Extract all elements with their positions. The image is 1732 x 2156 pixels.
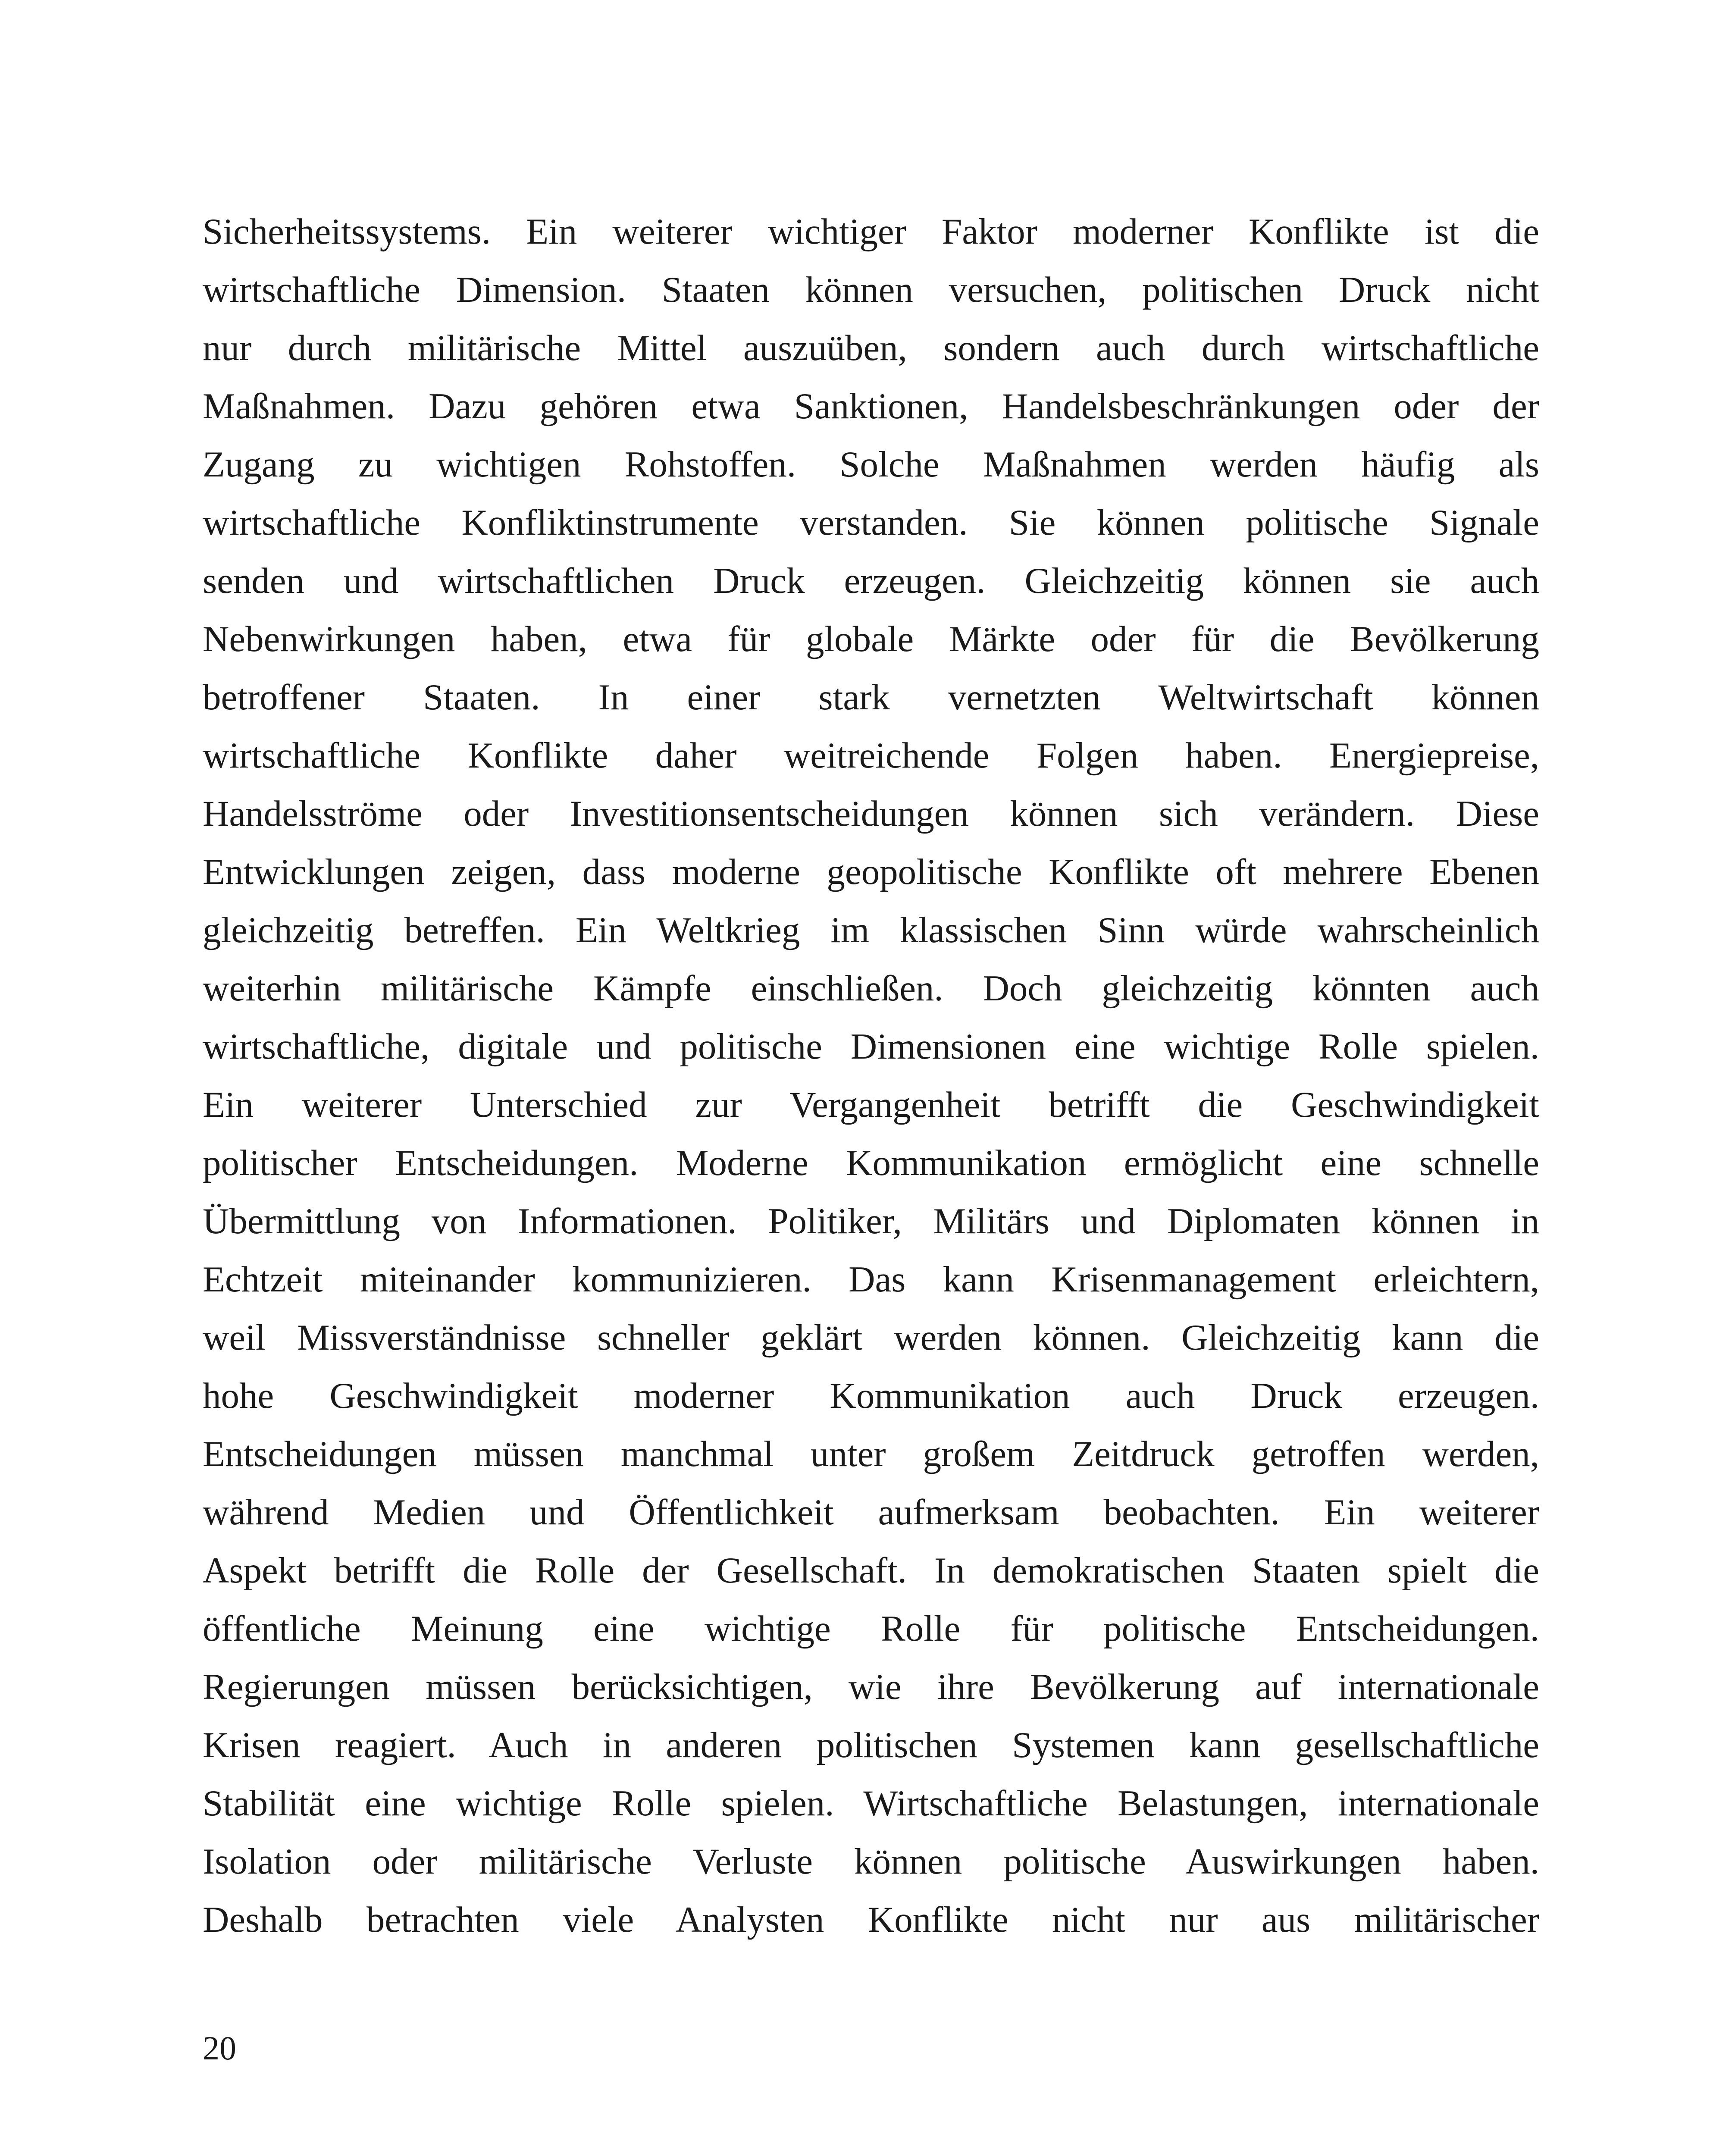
- text-line: Entscheidungen müssen manchmal unter großem Zeitdruck getroffen werden,: [203, 1434, 1539, 1474]
- text-line: Zugang zu wichtigen Rohstoffen. Solche Maßnahmen werden häufig als: [203, 444, 1539, 485]
- text-line: Echtzeit miteinander kommunizieren. Das kann Krisenmanagement erleichtern,: [203, 1259, 1539, 1300]
- text-line: gleichzeitig betreffen. Ein Weltkrieg im klassischen Sinn würde wahrscheinlich: [203, 910, 1539, 950]
- text-line: Stabilität eine wichtige Rolle spielen. Wirtschaftliche Belastungen, internationale: [203, 1783, 1539, 1824]
- text-line: hohe Geschwindigkeit moderner Kommunikation auch Druck erzeugen.: [203, 1376, 1539, 1416]
- text-line: Nebenwirkungen haben, etwa für globale Märkte oder für die Bevölkerung: [203, 619, 1539, 659]
- page-number: 20: [203, 2029, 236, 2067]
- text-line: wirtschaftliche Dimension. Staaten können versuchen, politischen Druck nicht: [203, 270, 1539, 310]
- text-line: weil Missverständnisse schneller geklärt werden können. Gleichzeitig kann die: [203, 1317, 1539, 1358]
- text-line: während Medien und Öffentlichkeit aufmerksam beobachten. Ein weiterer: [203, 1492, 1539, 1532]
- text-line: Übermittlung von Informationen. Politiker, Militärs und Diplomaten können in: [203, 1201, 1539, 1241]
- text-line: Ein weiterer Unterschied zur Vergangenheit betrifft die Geschwindigkeit: [203, 1084, 1539, 1125]
- text-line: Handelsströme oder Investitionsentscheidungen können sich verändern. Diese: [203, 793, 1539, 834]
- text-line: weiterhin militärische Kämpfe einschließen. Doch gleichzeitig könnten auch: [203, 968, 1539, 1009]
- text-line: betroffener Staaten. In einer stark vernetzten Weltwirtschaft können: [203, 677, 1539, 718]
- text-line: wirtschaftliche Konfliktinstrumente verstanden. Sie können politische Signale: [203, 502, 1539, 543]
- text-line: politischer Entscheidungen. Moderne Kommunikation ermöglicht eine schnelle: [203, 1143, 1539, 1183]
- text-line: senden und wirtschaftlichen Druck erzeugen. Gleichzeitig können sie auch: [203, 561, 1539, 601]
- text-line: Sicherheitssystems. Ein weiterer wichtiger Faktor moderner Konflikte ist die: [203, 211, 1539, 252]
- body-text: [203, 203, 1539, 1949]
- text-line: wirtschaftliche, digitale und politische Dimensionen eine wichtige Rolle spielen.: [203, 1026, 1539, 1067]
- text-line: nur durch militärische Mittel auszuüben, sondern auch durch wirtschaftliche: [203, 328, 1539, 368]
- text-line: Aspekt betrifft die Rolle der Gesellschaft. In demokratischen Staaten spielt die: [203, 1550, 1539, 1591]
- text-line: Maßnahmen. Dazu gehören etwa Sanktionen, Handelsbeschränkungen oder der: [203, 386, 1539, 426]
- text-line: Krisen reagiert. Auch in anderen politischen Systemen kann gesellschaftliche: [203, 1725, 1539, 1765]
- text-line: Isolation oder militärische Verluste können politische Auswirkungen haben.: [203, 1841, 1539, 1882]
- text-line: öffentliche Meinung eine wichtige Rolle für politische Entscheidungen.: [203, 1608, 1539, 1649]
- text-line: Regierungen müssen berücksichtigen, wie ihre Bevölkerung auf internationale: [203, 1667, 1539, 1707]
- text-line: Deshalb betrachten viele Analysten Konflikte nicht nur aus militärischer: [203, 1899, 1539, 1940]
- text-line: wirtschaftliche Konflikte daher weitreichende Folgen haben. Energiepreise,: [203, 735, 1539, 776]
- text-line: Entwicklungen zeigen, dass moderne geopolitische Konflikte oft mehrere Ebenen: [203, 852, 1539, 892]
